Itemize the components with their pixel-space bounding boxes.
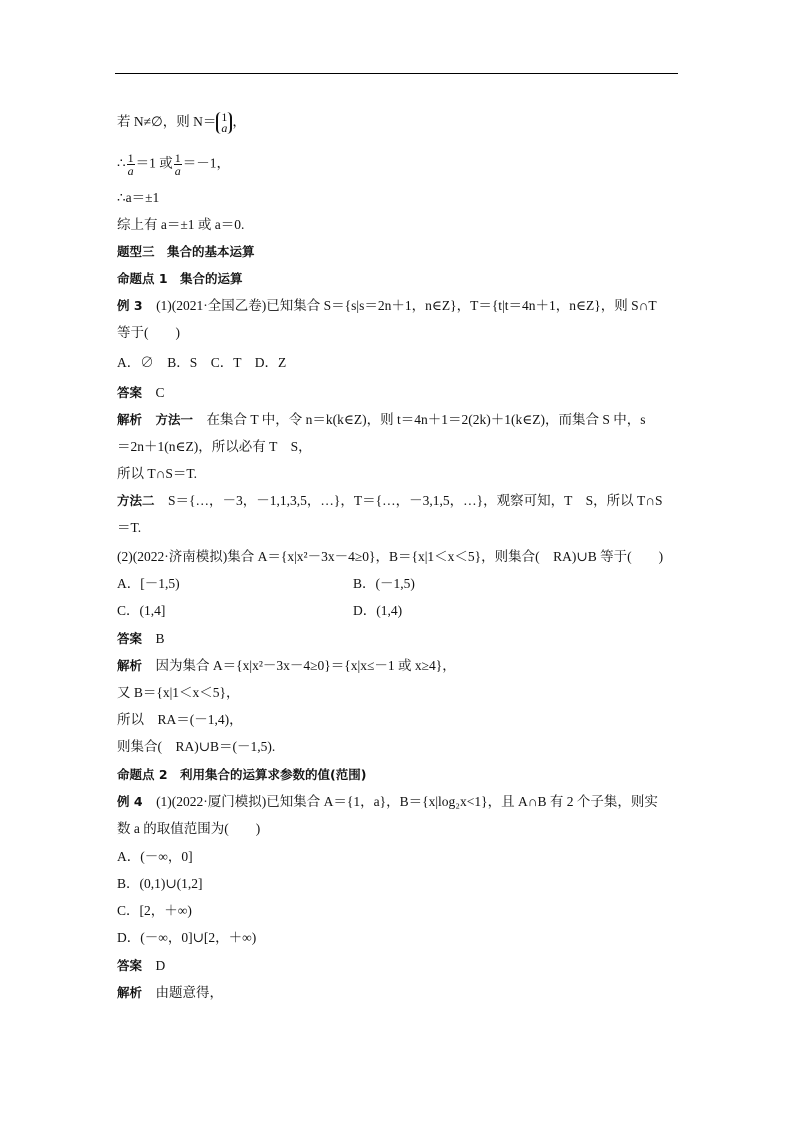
ex3-q1-answer <box>117 384 165 402</box>
example-label: 例 4 <box>117 794 143 809</box>
ex3-q2-analysis-line1 <box>117 657 456 675</box>
ex3-q1-analysis-line3: 所以 T∩S＝T. <box>117 466 197 481</box>
analysis-label: 解析 <box>117 658 143 673</box>
analysis-text: S＝{…，－3，－1,1,3,5，…}，T＝{…，－3,1,5，…}，观察可知，T S，所以 T∩S <box>168 493 663 508</box>
text-line-summary: 综上有 a＝±1 或 a＝0. <box>117 217 245 232</box>
ex4-q1-analysis-line1 <box>117 984 223 1002</box>
answer-value: D <box>155 958 166 973</box>
analysis-text: 由题意得， <box>155 985 224 1000</box>
answer-label: 答案 <box>117 385 143 400</box>
denominator: a <box>127 164 134 178</box>
numerator: 1 <box>174 151 181 165</box>
subsection-title-2: 命题点 2 利用集合的运算求参数的值(范围) <box>117 767 367 782</box>
analysis-label: 解析 <box>117 985 143 1000</box>
ex3-q1-method2-line1 <box>117 492 662 510</box>
set-bottom: a <box>221 121 228 135</box>
example-label: 例 3 <box>117 298 143 313</box>
text-line-n-nonempty <box>117 112 246 134</box>
section-title: 题型三 集合的基本运算 <box>117 244 255 259</box>
fraction <box>127 152 135 177</box>
set-top: 1 <box>221 110 228 124</box>
ex3-q2-option-c: C．(1,4] <box>117 603 166 618</box>
ex4-q1-option-d: D．(－∞，0]∪[2，＋∞) <box>117 930 257 945</box>
ex4-q1-option-b: B．(0,1)∪(1,2] <box>117 876 203 891</box>
text: 若 N≠∅，则 N＝ <box>117 114 217 130</box>
answer-label: 答案 <box>117 958 143 973</box>
text: ＝－1， <box>182 155 230 171</box>
ex3-q2-analysis-line2: 又 B＝{x|1＜x＜5}， <box>117 685 240 700</box>
text-line-therefore-frac <box>117 152 230 177</box>
ex4-q1-answer <box>117 957 165 975</box>
numerator: 1 <box>127 151 134 165</box>
ex4-q1-line1 <box>117 793 658 811</box>
ex3-q1-analysis-line2: ＝2n＋1(n∈Z)，所以必有 T S， <box>117 439 312 454</box>
text: ， <box>232 114 246 130</box>
ex3-q1-line2: 等于( ) <box>117 325 180 340</box>
set-one-over-a <box>216 112 232 134</box>
ex3-q2-option-b: B．(－1,5) <box>353 576 415 591</box>
ex4-q1-line2: 数 a 的取值范围为( ) <box>117 821 261 836</box>
ex3-q2-analysis-line4: 则集合( RA)∪B＝(－1,5). <box>117 739 276 754</box>
analysis-text: 在集合 T 中，令 n＝k(k∈Z)，则 t＝4n＋1＝2(2k)＋1(k∈Z)，而集合 S 中，s <box>206 412 646 427</box>
header-rule <box>115 73 678 74</box>
analysis-text: 因为集合 A＝{x|x²－3x－4≥0}＝{x|x≤－1 或 x≥4}， <box>155 658 456 673</box>
ex4-q1-option-a: A．(－∞，0] <box>117 849 193 864</box>
method-label: 方法一 <box>155 412 194 427</box>
question-text: (1)(2021·全国乙卷)已知集合 S＝{s|s＝2n＋1，n∈Z}，T＝{t|t＝4n＋1，n∈Z}，则 S∩T <box>156 298 657 313</box>
ex3-q2-option-a: A．[－1,5) <box>117 576 180 591</box>
question-text: (1)(2022·厦门模拟)已知集合 A＝{1，a}，B＝{x|log₂x<1}，且 A∩B 有 2 个子集，则实 <box>156 794 658 809</box>
fraction <box>174 152 182 177</box>
ex3-q1-analysis-line1 <box>117 411 646 429</box>
answer-value: B <box>155 631 165 646</box>
ex3-q2-analysis-line3: 所以 RA＝(－1,4)， <box>117 712 243 727</box>
ex3-q2-answer <box>117 630 165 648</box>
ex4-q1-option-c: C．[2，＋∞) <box>117 903 192 918</box>
method-label: 方法二 <box>117 493 155 508</box>
analysis-label: 解析 <box>117 412 143 427</box>
denominator: a <box>174 164 181 178</box>
ex3-q2-line1: (2)(2022·济南模拟)集合 A＝{x|x²－3x－4≥0}，B＝{x|1＜x＜5}，则集合( RA)∪B 等于( ) <box>117 549 664 564</box>
ex3-q1-method2-line2: ＝T. <box>117 520 142 535</box>
subsection-title-1: 命题点 1 集合的运算 <box>117 271 243 286</box>
ex3-q2-option-d: D．(1,4) <box>353 603 403 618</box>
text-line-a-pm1: ∴a＝±1 <box>117 190 160 205</box>
therefore-symbol: ∴ <box>117 155 126 171</box>
ex3-q1-options: A．∅ B．S C．T D．Z <box>117 355 287 370</box>
ex3-q1-line1 <box>117 297 657 315</box>
answer-value: C <box>155 385 165 400</box>
text: ＝1 或 <box>135 155 173 171</box>
answer-label: 答案 <box>117 631 143 646</box>
